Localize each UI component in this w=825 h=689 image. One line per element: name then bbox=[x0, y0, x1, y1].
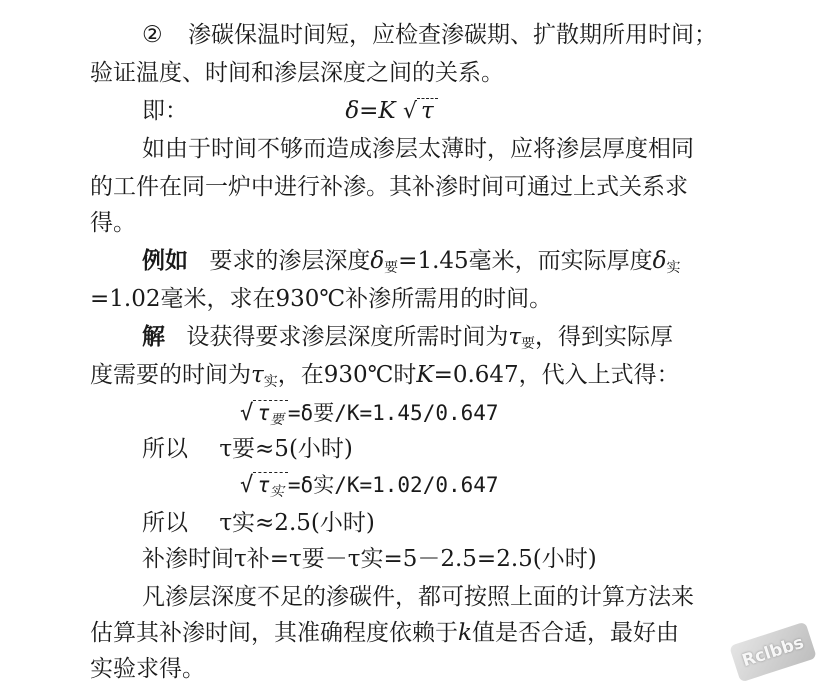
example-label: 例如 bbox=[142, 247, 188, 274]
formula-1-lhs: δ=K bbox=[345, 98, 396, 124]
result-actual-expr: τ实≈2.5(小时) bbox=[219, 510, 375, 536]
formula-1 bbox=[142, 96, 438, 127]
paragraph-3-head: 估算其补渗时间，其准确程度依赖于 bbox=[90, 620, 458, 646]
delta-symbol-2: δ bbox=[652, 248, 667, 274]
watermark-logo bbox=[729, 622, 817, 683]
solution-mid-2: ，在930℃时 bbox=[277, 362, 417, 388]
tau-symbol-2: τ bbox=[251, 362, 264, 388]
k-symbol: K bbox=[416, 362, 434, 388]
result-required-expr: τ要≈5(小时) bbox=[219, 436, 353, 462]
example-line-1 bbox=[142, 246, 681, 283]
square-root-symbol-3: √ $\tau_实$ bbox=[240, 470, 288, 504]
paragraph-3-tail: 值是否合适，最好由 bbox=[471, 620, 679, 646]
subscript-act: 实 bbox=[666, 260, 681, 276]
tau-symbol: τ bbox=[508, 324, 522, 350]
result-actual bbox=[142, 508, 375, 538]
delta-symbol: δ bbox=[370, 248, 385, 274]
paragraph-2-line-1: 如由于时间不够而造成渗层太薄时，应将渗层厚度相同 bbox=[142, 136, 694, 162]
subscript-req-2: 要 bbox=[521, 336, 536, 352]
solution-line-2 bbox=[90, 360, 680, 397]
solution-tail-2: =0.647，代入上式得： bbox=[433, 362, 680, 388]
equation-actual bbox=[240, 470, 499, 504]
example-text: 要求的渗层深度 bbox=[209, 248, 371, 274]
example-eq-1: =1.45毫米，而实际厚度 bbox=[398, 248, 653, 274]
k-symbol-lower: k bbox=[458, 620, 472, 646]
solution-tail-1: ，得到实际厚 bbox=[535, 324, 674, 350]
paragraph-1-text-1: 渗碳保温时间短，应检查渗碳期、扩散期所用时间； bbox=[187, 22, 717, 48]
equation-required bbox=[240, 398, 499, 432]
circled-number-marker: ② bbox=[142, 22, 163, 48]
subscript-req: 要 bbox=[384, 260, 399, 276]
example-line-2: =1.02毫米，求在930℃补渗所需用的时间。 bbox=[90, 286, 553, 312]
equation-actual-rhs: =δ实/K=1.02/0.647 bbox=[287, 473, 499, 497]
paragraph-3-line-1: 凡渗层深度不足的渗碳件，都可按照上面的计算方法来 bbox=[142, 584, 694, 610]
paragraph-1-line-2: 验证温度、时间和渗层深度之间的关系。 bbox=[90, 60, 504, 86]
result-required bbox=[142, 434, 353, 464]
solution-text-1: 设获得要求渗层深度所需时间为 bbox=[186, 324, 509, 350]
solution-line-1 bbox=[142, 322, 673, 359]
paragraph-2-line-3: 得。 bbox=[90, 210, 136, 236]
supplement-equation: 补渗时间τ补=τ要－τ实=5－2.5=2.5(小时) bbox=[142, 546, 597, 572]
equation-required-rhs: =δ要/K=1.45/0.647 bbox=[287, 401, 499, 425]
solution-head-2: 度需要的时间为 bbox=[90, 362, 251, 388]
paragraph-1-line-1 bbox=[142, 20, 717, 50]
solution-label: 解 bbox=[142, 323, 165, 350]
square-root-symbol-2: √ $\tau_要$ bbox=[240, 398, 288, 432]
paragraph-2-line-2: 的工件在同一炉中进行补渗。其补渗时间可通过上式关系求 bbox=[90, 174, 688, 200]
watermark-text: Rclbbs bbox=[739, 632, 807, 672]
square-root-symbol: √ τ bbox=[403, 96, 438, 127]
result-actual-label: 所以 bbox=[142, 510, 188, 536]
result-required-label: 所以 bbox=[142, 436, 188, 462]
paragraph-3-line-3: 实验求得。 bbox=[90, 656, 205, 682]
paragraph-3-line-2 bbox=[90, 618, 679, 648]
subscript-act-2: 实 bbox=[263, 374, 278, 390]
formula-1-label: 即： bbox=[142, 98, 188, 124]
formula-1-radicand: τ bbox=[417, 98, 438, 123]
